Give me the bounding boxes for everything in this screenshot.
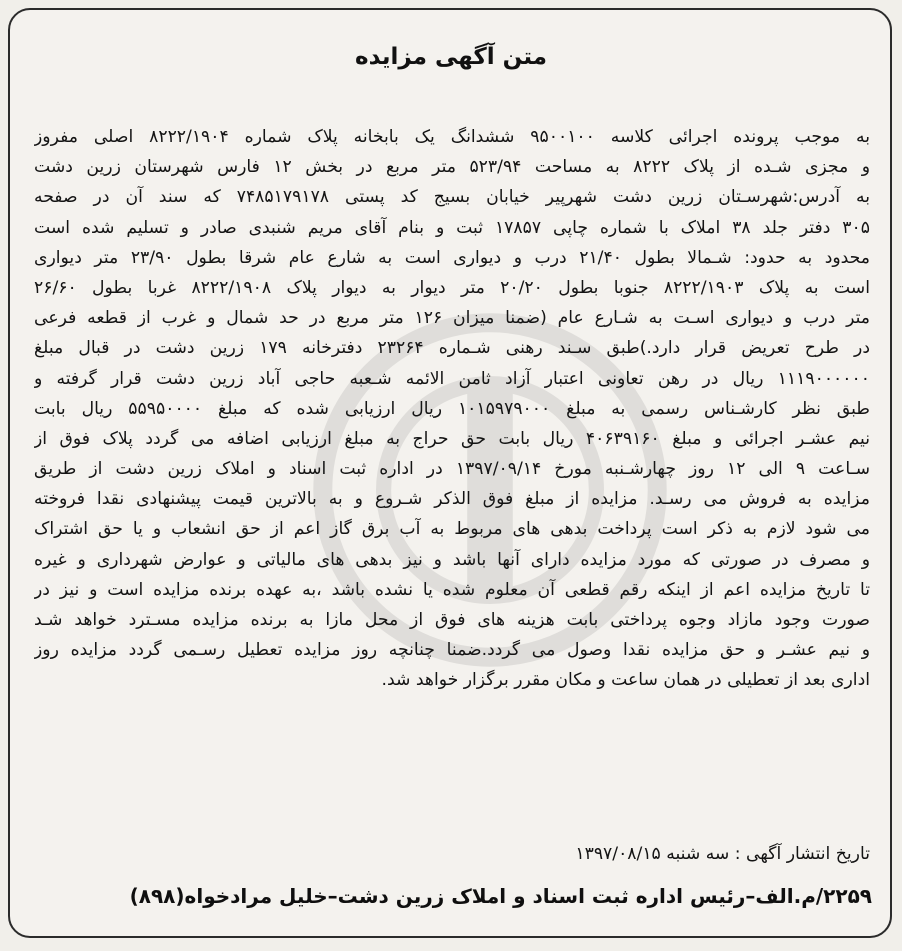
publication-date: تاریخ انتشار آگهی : سه شنبه ۱۳۹۷/۰۸/۱۵ [575, 844, 870, 864]
body-line: ۳۰۵ دفتر جلد ۳۸ املاک با شماره چاپی ۱۷۸۵۷ ثبت و بنام آقای مریم شنبدی صادر و تسلیم شده است [34, 217, 870, 238]
body-line: محدود به حدود: شـمالا بطول ۲۱/۴۰ درب و دیواری است به شارع عام شرقا بطول ۲۳/۹۰ متر دیواری [34, 247, 870, 268]
body-line: سـاعت ۹ الی ۱۲ روز چهارشـنبه مورخ ۱۳۹۷/۰۹/۱۴ در اداره ثبت اسناد و املاک زرین دشت از طریق [34, 459, 870, 480]
body-line: به آدرس:شهرسـتان زرین دشت شهرپیر خیابان بسیج کد پستی ۷۴۸۵۱۷۹۱۷۸ که سند آن در صفحه [34, 187, 870, 208]
body-line: تا تاریخ مزایده اعم از اینکه رقم قطعی آن معلوم شده یا نشده باشد ،به عهده برنده مزایده است و نیز در [34, 579, 870, 600]
body-line: و مجزی شـده از پلاک ۸۲۲۲ به مساحت ۵۲۳/۹۴ متر مربع در بخش ۱۲ فارس شهرستان زرین دشت [34, 157, 870, 178]
body-line: نیم عشـر اجرائی و مبلغ ۴۰۶۳۹۱۶۰ ریال بابت حق حراج به مبلغ ارزیابی اضافه می گردد پلاک فوق از [34, 428, 870, 449]
body-line: طبق نظر کارشـناس رسمی به مبلغ ۱۰۱۵۹۷۹۰۰۰ ریال ارزیابی شده که مبلغ ۵۵۹۵۰۰۰۰ ریال بابت [34, 398, 870, 419]
body-line: است به پلاک ۸۲۲۲/۱۹۰۳ جنوبا بطول ۲۰/۲۰ متر دیوار به دیوار پلاک ۸۲۲۲/۱۹۰۸ غربا بطول ۲۶/۶۰ [34, 277, 870, 298]
body-line: ۱۱۱۹۰۰۰۰۰۰ ریال در رهن تعاونی اعتبار آزاد ثامن الائمه شـعبه حاجی آباد زرین دشت قرار گرفته و [34, 368, 870, 389]
body-line: صورت وجود مازاد وجوه پرداختی بابت هزینه های فوق از محل مازا به برنده مزایده مسـترد خواهد شـد [34, 610, 870, 630]
body-line: اداری بعد از تعطیلی در همان ساعت و مکان مقرر برگزار خواهد شد. [381, 670, 870, 691]
body-line: به موجب پرونده اجرائی کلاسه ۹۵۰۰۱۰۰ ششدانگ یک بابخانه پلاک شماره ۸۲۲۲/۱۹۰۴ اصلی مفروز [34, 127, 870, 147]
body-line: مزایده به فروش می رسـد. مزایده از مبلغ فوق الذکر شـروع و به بالاترین قیمت پیشنهادی نقدا فروخته [34, 489, 870, 510]
body-line: و نیم عشـر و حق مزایده نقدا وصول می گردد.ضمنا چنانچه روز مزایده تعطیل رسـمی گردد مزایده روز [34, 640, 870, 661]
body-line: متر درب و دیواری اسـت به شـارع عام (ضمنا میزان ۱۲۶ متر مربع در حد شمال و غرب از قطعه فرعی [34, 308, 870, 329]
notice-title: متن آگهی مزایده [355, 44, 547, 70]
signature-line: ۲۲۵۹/م.الف–رئیس اداره ثبت اسناد و املاک زرین دشت–خلیل مرادخواه(۸۹۸) [129, 884, 872, 908]
body-line: و مصرف در صورتی که مورد مزایده دارای آنها باشد و نیز بدهی های مالیاتی و عوارض شهرداری و غیره [34, 549, 870, 570]
body-line: می شود لازم به ذکر است پرداخت بدهی های مربوط به آب برق گاز اعم از حق انشعاب و یا حق اشتراک [34, 519, 870, 540]
notice-body [34, 122, 870, 696]
body-line: در طرح تعریض قرار دارد.)طبق سـند رهنی شـماره ۲۳۲۶۴ دفترخانه ۱۷۹ زرین دشت در قبال مبلغ [34, 338, 870, 359]
